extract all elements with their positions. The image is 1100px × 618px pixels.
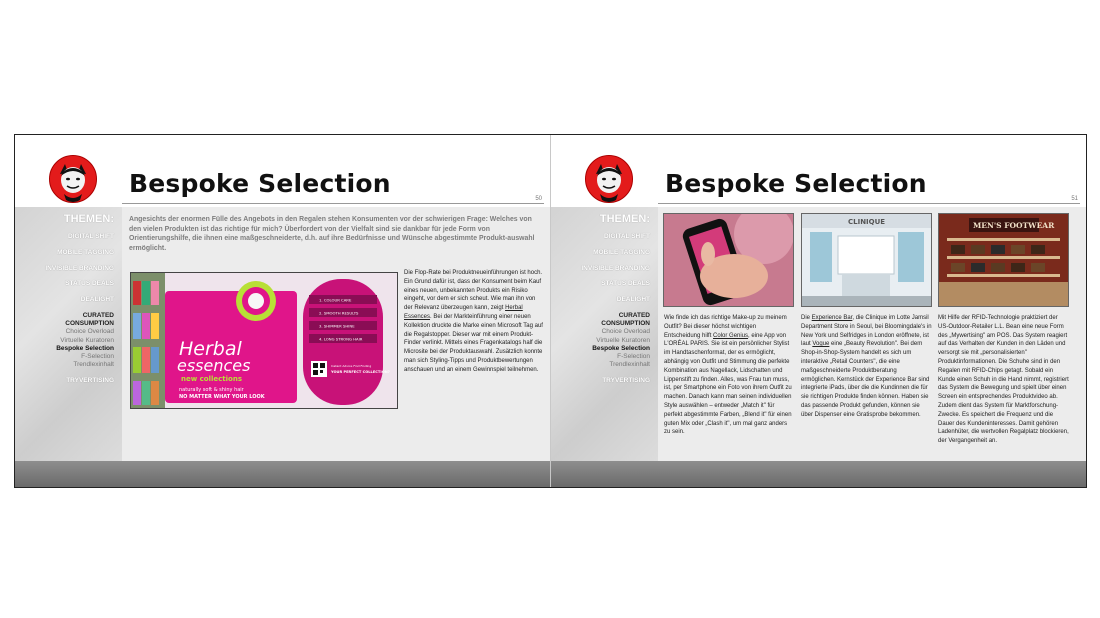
nav-subitem-bespoke-selection[interactable]: Bespoke Selection xyxy=(592,344,650,352)
body-paragraph: Die Flop-Rate bei Produktneueinführungen ist hoch. Ein Grund dafür ist, dass der Konsument beim Kauf eines neuen, unbekannten Produkts ein Risiko eingeht, vor dem er sich scheut. Wie man ihn von der Relevanz überzeugen kann, zeigt Herbal Essences. Bei der Markteinführung einer neuen Kollektion druckte die Marke einen Microsoft Tag auf die Regalstopper. Dieser war mit einem Produkt-Finder verlinkt. Mittels eines Fragenkatalogs half die Microsite bei der Produktauswahl. Zusätzlich konnte man sich Styling-Tipps und Produktbewertungen anschauen und an einem Gewinnspiel teilnehmen. xyxy=(404,270,543,373)
nav-item-tryvertising[interactable]: TRYVERTISING xyxy=(66,377,114,384)
topics-sidebar xyxy=(551,207,658,461)
left-page xyxy=(15,135,550,487)
nav-subitem-choice-overload[interactable]: Choice Overload xyxy=(601,328,650,336)
nav-item-curated-line2[interactable]: CONSUMPTION xyxy=(65,320,114,328)
nav-subitem-virtuelle-kuratoren[interactable]: Virtuelle Kuratoren xyxy=(60,336,114,344)
photo-experience-bar xyxy=(801,213,932,307)
nav-item-tryvertising[interactable]: TRYVERTISING xyxy=(602,377,650,384)
left-footer-bar xyxy=(15,461,550,487)
nav-item-status-deals[interactable]: STATUS DEALS xyxy=(65,280,114,288)
option-1: 1. COLOUR CARE xyxy=(319,297,352,303)
image-collection: new collections xyxy=(181,375,242,383)
page-number: 51 xyxy=(1071,196,1078,202)
link-color-genius[interactable]: Color Genius xyxy=(713,332,749,339)
nav-item-mobile-tagging[interactable]: MOBILE TAGGING xyxy=(57,248,114,256)
nav-item-digital-shift[interactable]: DIGITAL SHIFT xyxy=(68,233,114,240)
nav-subitem-choice-overload[interactable]: Choice Overload xyxy=(65,328,114,336)
right-page xyxy=(551,135,1086,487)
right-footer-bar xyxy=(551,461,1086,487)
intro-paragraph: Angesichts der enormen Fülle des Angebots in den Regalen stehen Konsumenten vor der schwierigen Frage: Welches von den vielen Produkten ist das richtige für mich? Überfordert von der Vielfalt sind sie dankbar für jede Form von Orientierungshilfe, die ihnen eine maßgeschneiderte, d.h. auf ihre Bedürfnisse und Wünsche abgestimmte Produkt-auswahl ermöglicht. xyxy=(129,216,535,252)
nav-subitem-f-selection[interactable]: F-Selection xyxy=(81,353,114,360)
nav-item-digital-shift[interactable]: DIGITAL SHIFT xyxy=(604,233,650,240)
nav-subitem-virtuelle-kuratoren[interactable]: Virtuelle Kuratoren xyxy=(596,336,650,344)
photo-smartphone-app xyxy=(663,213,794,307)
photo-brand-label: CLINIQUE xyxy=(848,218,886,226)
nav-item-curated-line2[interactable]: CONSUMPTION xyxy=(601,320,650,328)
herbal-essences-image xyxy=(130,272,398,409)
option-4: 4. LONG STRONG HAIR xyxy=(319,336,363,342)
page-title: Bespoke Selection xyxy=(129,169,391,198)
nav-subitem-f-selection[interactable]: F-Selection xyxy=(617,353,650,360)
nav-item-invisible-branding[interactable]: INVISIBLE BRANDING xyxy=(581,264,650,272)
image-brand-line1: Herbal xyxy=(179,338,242,360)
nav-item-mobile-tagging[interactable]: MOBILE TAGGING xyxy=(593,248,650,256)
stopper-caption: YOUR PERFECT COLLECTION? xyxy=(331,370,390,374)
column-3-text: Mit Hilfe der RFID-Technologie praktiziert der US-Outdoor-Retailer L.L. Bean eine neue Form des „Mywertising" am POS. Das System reagiert auf das Verhalten der Kunden in den Läden und versorgt sie mit „personalisierten" Produktinformationen. Die Schuhe sind in den Regalen mit RFID-Chips getagt. Sobald ein Kunde einen Schuh in die Hand nimmt, registriert das System die Bewegung und spielt über einen Screen ein entsprechendes Produktvideo ab. Zudem dient das System für Marktforschung-Zwecke. Es speichert die Frequenz und die Dauer des Kundeninteresses. Damit gehören Ladenhüter, die wertvollen Regalplatz blockieren, der Vergangenheit an. xyxy=(938,315,1069,445)
nav-item-dealight[interactable]: DEALIGHT xyxy=(80,296,114,304)
photo-sign-label: MEN'S FOOTWEAR xyxy=(973,221,1055,230)
nav-item-curated-line1[interactable]: CURATED xyxy=(82,311,114,319)
stopper-small-text: Instant Advice Find Finding xyxy=(331,364,372,368)
photo-mens-footwear xyxy=(938,213,1069,307)
page-number: 50 xyxy=(535,196,542,202)
option-3: 3. SHIMMER SHINE xyxy=(319,323,355,329)
nav-subitem-bespoke-selection[interactable]: Bespoke Selection xyxy=(56,344,114,352)
devil-logo-icon xyxy=(49,155,97,203)
sidebar-heading: THEMEN: xyxy=(63,213,114,225)
page-title: Bespoke Selection xyxy=(665,169,927,198)
link-herbal-essences[interactable]: Herbal Essences xyxy=(404,305,523,320)
image-tagline2: NO MATTER WHAT YOUR LOOK xyxy=(179,394,265,400)
nav-item-status-deals[interactable]: STATUS DEALS xyxy=(601,280,650,288)
title-rule xyxy=(658,203,1080,204)
nav-subitem-trendlexinhalt[interactable]: Trendlexinhalt xyxy=(73,361,114,369)
topics-nav xyxy=(581,233,650,393)
image-tagline1: naturally soft & shiny hair xyxy=(179,387,244,393)
image-brand-line2: essences xyxy=(177,356,251,375)
link-vogue[interactable]: Vogue xyxy=(812,341,830,348)
column-2-text: Die Experience Bar, die Clinique im Lotte Jamsil Department Store in Seoul, bei Bloomingdale's in New York und Selfridges in London eröffnete, ist laut Vogue eine „Beauty Revolution". Bei dem Shop-in-Shop-System handelt es sich um interaktive „Retail Counters", die eine maßgeschneiderte Produktberatung ermöglichen. Kernstück der Experience Bar sind integrierte iPads, über die die Kundinnen die für sie richtigen Produkte finden können. Haben sie das passende Produkt gefunden, können sie über Dispenser eine Gratisprobe bekommen. xyxy=(801,315,932,418)
nav-item-invisible-branding[interactable]: INVISIBLE BRANDING xyxy=(45,264,114,272)
topics-nav xyxy=(45,233,114,393)
nav-item-curated-line1[interactable]: CURATED xyxy=(618,311,650,319)
devil-logo-icon xyxy=(585,155,633,203)
title-rule xyxy=(122,203,544,204)
nav-subitem-trendlexinhalt[interactable]: Trendlexinhalt xyxy=(609,361,650,369)
magazine-spread xyxy=(14,134,1087,488)
nav-item-dealight[interactable]: DEALIGHT xyxy=(616,296,650,304)
topics-sidebar xyxy=(15,207,122,461)
sidebar-heading: THEMEN: xyxy=(599,213,650,225)
option-2: 2. SMOOTH RESULTS xyxy=(319,310,359,316)
link-experience-bar[interactable]: Experience Bar xyxy=(811,315,853,321)
column-1-text: Wie finde ich das richtige Make-up zu meinem Outfit? Bei dieser höchst wichtigen Entscheidung hilft Color Genius, eine App von L'ORÉAL PARIS. Sie ist ein persönlicher Stylist im Handtaschenformat, der es ermöglicht, abhängig von Outfit und Stimmung die perfekte Kombination aus Nagellack, Lidschatten und Lippenstift zu finden. Alles, was Frau tun muss, ist, per Smartphone ein Foto von ihrem Outfit zu machen. Danach kann man seinen individuellen Style auswählen – entweder „Match it" für perfekt abgestimmte Farben, „Blend it" für einen guten Mix oder „Clash it", um mal ganz anders zu sein. xyxy=(664,315,792,436)
